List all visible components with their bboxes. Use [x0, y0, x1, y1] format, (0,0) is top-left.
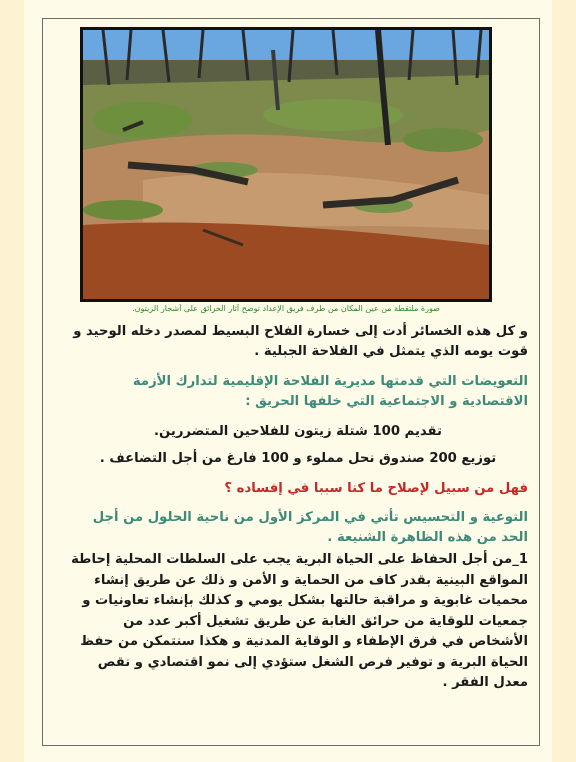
awareness-paragraph: التوعية و التحسيس تأتي في المركز الأول من ناحية الحلول من أجل الحد من هذه الظاهرة الشنيعة .	[92, 510, 528, 545]
burned-olive-trees-photo	[80, 27, 492, 302]
losses-paragraph: و كل هذه الخسائر أدت إلى خسارة الفلاح البسيط لمصدر دخله الوحيد و قوت يومه الذي يتمثل في الفلاحة الجبلية .	[73, 324, 528, 359]
seedlings-item: تقديم 100 شتلة زيتون للفلاحين المتضررين.	[154, 424, 442, 439]
beehives-item: توزيع 200 صندوق نحل مملوء و 100 فارغ من أجل التضاعف .	[99, 451, 497, 466]
question-heading: فهل من سبيل لإصلاح ما كنا سببا في إفساده ؟	[224, 481, 528, 496]
compensation-heading: التعويضات التي قدمتها مديرية الفلاحة الإقليمية لتدارك الأزمة الاقتصادية و الاجتماعية التي خلفها الحريق :	[132, 374, 528, 409]
photo-caption: صورة ملتقطة من عين المكان من طرف فريق الإعداد توضح آثار الحرائق على أشجار الزيتون.	[132, 304, 440, 313]
solution-1-paragraph: 1_من أجل الحفاظ على الحياة البرية يجب على السلطات المحلية إحاطة المواقع البينية بقدر كاف من الحماية و الأمن و ذلك عن طريق إنشاء محميات غابوية و مراقبة حالتها بشكل يومي و كذلك بإنشاء تعاونيات و جمعيات للوقاية من حرائق الغابة عن طريق تشغيل أكبر عدد من الأشخاص في فرق الإطفاء و الوقاية المدنية و هكذا سنتمكن من حفظ الحياة البرية و توفير فرص الشغل ستؤدي إلى نمو اقتصادي و نقص معدل الفقر .	[71, 552, 528, 690]
